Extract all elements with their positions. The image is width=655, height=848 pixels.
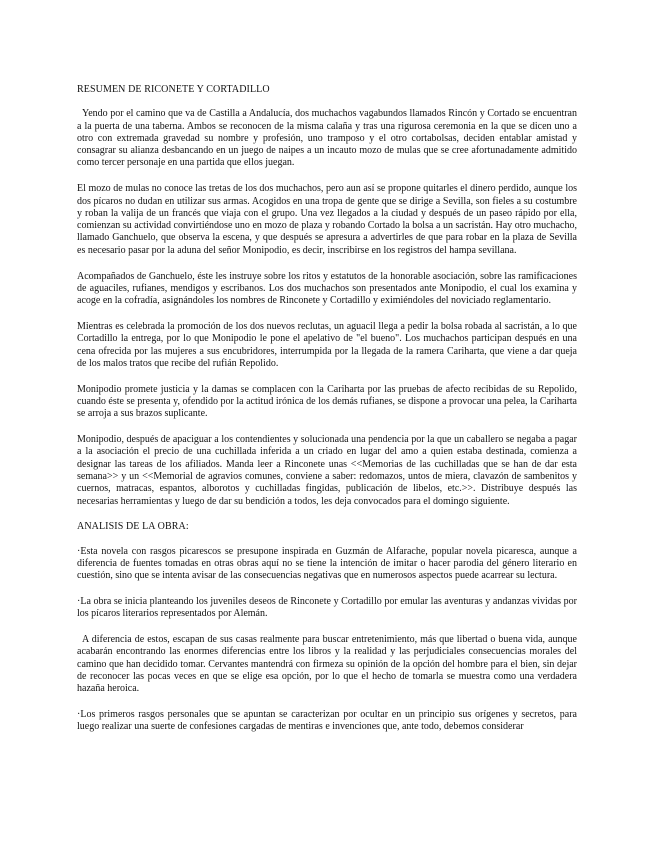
summary-paragraph-4: Mientras es celebrada la promoción de los dos nuevos reclutas, un aguacil llega a pedir la bolsa robada al sacristán, a lo que Cortadillo la entrega, por lo que Monipodio le pone el apelativo de "el bueno". Los muchachos participan después en una cena ofrecida por las mujeres a sus encubridores, interrumpida por la llegada de la ramera Cariharta, que viene a dar queja de los malos tratos que recibe del rufián Repolido. (77, 320, 577, 369)
summary-paragraph-5: Monipodio promete justicia y la damas se complacen con la Cariharta por las pruebas de afecto recibidas de su Repolido, cuando éste se presenta y, ofendido por la actitud irónica de los demás rufianes, se dispone a provocar una pelea, la Cariharta se arroja a sus brazos suplicante. (77, 383, 577, 420)
summary-paragraph-3: Acompañados de Ganchuelo, éste les instruye sobre los ritos y estatutos de la honorable asociación, sobre las ramificaciones de aguaciles, rufianes, mendigos y escribanos. Los dos muchachos son presentados ante Monipodio, el cual los examina y acoge en la cofradía, asignándoles los nombres de Rinconete y Cortadillo y eximiéndoles del noviciado reglamentario. (77, 270, 577, 307)
summary-paragraph-1: Yendo por el camino que va de Castilla a Andalucía, dos muchachos vagabundos llamados Rincón y Cortado se encuentran a la puerta de una taberna. Ambos se reconocen de la misma calaña y tras una rigurosa ceremonia en la que se dicen uno a otro con extremada gravedad su nombre y profesión, uno tramposo y el otro cortabolsas, deciden entablar amistad y consagrar su alianza desbancando en un juego de naipes a un incauto mozo de mulas que se cree afortunadamente admitido como tercer personaje en una partida que ellos juegan. (77, 108, 577, 169)
summary-paragraph-2: El mozo de mulas no conoce las tretas de los dos muchachos, pero aun así se propone quitarles el dinero perdido, aunque los dos pícaros no dudan en utilizar sus armas. Acogidos en una tropa de gente que se dirige a Sevilla, son fieles a su costumbre y roban la valija de un francés que viaja con el grupo. Una vez llegados a la ciudad y después de un paseo rápido por ella, comienzan su actividad convirtiéndose uno en mozo de plaza y robando Cortado la bolsa a un sacristán. Hay otro muchacho, llamado Ganchuelo, que observa la escena, y que después se apresura a advertirles de que para robar en la plaza de Sevilla es necesario pasar por la aduna del señor Monipodio, es decir, inscribirse en los registros del hampa sevillana. (77, 183, 577, 256)
analysis-paragraph-3: A diferencia de estos, escapan de sus casas realmente para buscar entretenimiento, más que libertad o buena vida, aunque acabarán encontrando las enormes diferencias entre los libros y la realidad y las perjudiciales consecuencias morales del camino que han decidido tomar. Cervantes mantendrá con firmeza su opinión de la opción del hombre para el bien, sin dejar de reconocer las pocas veces en que se elige esa opción, por lo que el hecho de tomarla se muestra como una verdadera hazaña heroica. (77, 634, 577, 695)
summary-heading: RESUMEN DE RICONETE Y CORTADILLO (77, 84, 270, 95)
document-page (77, 84, 577, 747)
summary-paragraph-6: Monipodio, después de apaciguar a los contendientes y solucionada una pendencia por la que un caballero se negaba a pagar a la asociación el precio de una cuchillada inferida a un criado en lugar del amo a quien estaba destinada, comienza a designar las tareas de los afiliados. Manda leer a Rinconete unas <<Memorias de las cuchilladas que se han de dar esta semana>> y un <<Memorial de agravios comunes, conviene a saber: redomazos, untos de miera, clavazón de sambenitos y cuernos, matracas, espantos, alborotos y cuchilladas fingidas, publicación de libelos, etc.>>. Distribuye después las necesarias herramientas y luego de dar su bendición a todos, les deja convocados para el domingo siguiente. (77, 434, 577, 507)
analysis-paragraph-2: ·La obra se inicia planteando los juveniles deseos de Rinconete y Cortadillo por emular las aventuras y andanzas vividas por los pícaros literarios representados por Alemán. (77, 596, 577, 620)
analysis-paragraph-4: ·Los primeros rasgos personales que se apuntan se caracterizan por ocultar en un principio sus orígenes y secretos, para luego realizar una suerte de confesiones cargadas de mentiras e invenciones que, ante todo, debemos considerar (77, 709, 577, 733)
analysis-paragraph-1: ·Esta novela con rasgos picarescos se presupone inspirada en Guzmán de Alfarache, popular novela picaresca, aunque a diferencia de fuentes tomadas en otras obras aquí no se tiene la intención de imitar o hacer parodia del género literario en cuestión, sino que se intenta avisar de las consecuencias negativas que en numerosos aspectos puede acarrear su lectura. (77, 545, 577, 582)
analysis-heading: ANALISIS DE LA OBRA: (77, 521, 189, 533)
